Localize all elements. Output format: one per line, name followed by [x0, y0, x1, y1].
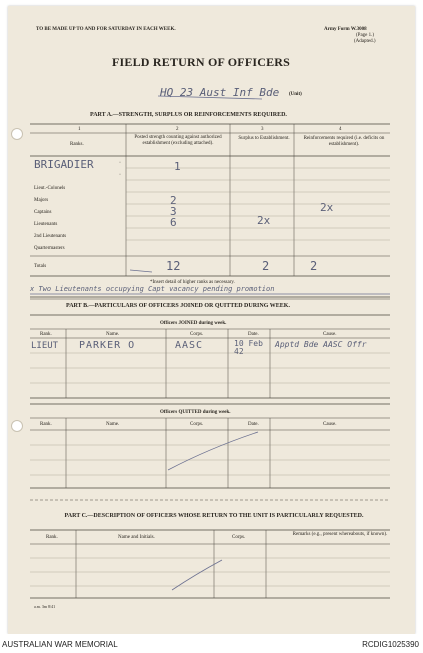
rank-label: 2nd Lieutenants: [34, 234, 67, 239]
page-title: FIELD RETURN OF OFFICERS: [112, 55, 291, 69]
joined-cause: Apptd Bde AASC Offr: [275, 340, 367, 349]
col-header-rank: Rank.: [46, 535, 58, 540]
joined-date: 10 Feb 42: [234, 339, 263, 356]
printer-note: a.m. 3m 8/41: [34, 604, 56, 609]
col-header-date: Date.: [248, 332, 259, 337]
unit-label: (Unit): [289, 92, 302, 97]
col-number: 1: [78, 127, 81, 132]
archive-id: RCDIG1025390: [362, 640, 419, 649]
col-header-corps: Corps.: [190, 422, 204, 427]
posted-value: 3: [170, 205, 177, 218]
col-header-cause: Cause.: [323, 422, 337, 427]
joined-title: Officers JOINED during week.: [160, 321, 227, 326]
form-page: (Page 1.): [356, 33, 375, 38]
totals-posted: 12: [166, 259, 181, 273]
rank-label: Lieutenants: [34, 222, 58, 227]
col-header-name: Name.: [106, 422, 120, 427]
archive-name: AUSTRALIAN WAR MEMORIAL: [2, 640, 118, 649]
rank-handwritten: BRIGADIER: [34, 158, 94, 171]
footnote: *Insert detail of higher ranks as necessary.: [150, 280, 235, 285]
col-header-rank: Rank.: [40, 332, 52, 337]
col-header-corps: Corps.: [190, 332, 204, 337]
col-header-remarks: Remarks (e.g., present whereabouts, if known).: [292, 532, 388, 537]
part-c-title: PART C.—DESCRIPTION OF OFFICERS WHOSE RETURN TO THE UNIT IS PARTICULARLY REQUESTED.: [64, 513, 364, 519]
rank-label: Quartermasters: [34, 246, 65, 251]
form-adapted: (Adapted.): [354, 39, 376, 44]
totals-label: Totals: [34, 264, 47, 269]
totals-reinforcements: 2: [310, 259, 318, 273]
col-header-reinforcements: Reinforcements required (i.e. deficits on establishment).: [303, 136, 385, 147]
rank-label: Lieut.-Colonels: [34, 186, 66, 191]
part-a-title: PART A.—STRENGTH, SURPLUS OR REINFORCEMENTS REQUIRED.: [90, 112, 287, 118]
rank-label: Captains: [34, 210, 52, 215]
col-header-ranks: Ranks.: [70, 142, 84, 147]
joined-rank: LIEUT: [31, 341, 59, 351]
posted-value: 2: [170, 194, 177, 207]
part-b-title: PART B.—PARTICULARS OF OFFICERS JOINED OR QUITTED DURING WEEK.: [66, 303, 290, 309]
row-dot: ·: [119, 160, 121, 166]
posted-value: 1: [174, 160, 181, 173]
reinforcement-value: 2x: [320, 201, 334, 214]
form-number: Army Form W.3008: [324, 27, 367, 32]
archive-footer: [0, 634, 423, 653]
row-dot: ·: [119, 172, 121, 178]
totals-surplus: 2: [262, 259, 270, 273]
handwritten-note: x Two Lieutenants occupying Capt vacancy pending promotion: [30, 285, 275, 293]
col-number: 4: [339, 127, 342, 132]
posted-value: 6: [170, 216, 177, 229]
col-number: 3: [261, 127, 264, 132]
rank-label: Majors: [34, 198, 49, 203]
col-header-surplus: Surplus to Establishment.: [238, 136, 290, 141]
col-header-rank: Rank.: [40, 422, 52, 427]
form-instruction: TO BE MADE UP TO AND FOR SATURDAY IN EACH WEEK.: [36, 27, 176, 32]
col-header-name: Name.: [106, 332, 120, 337]
unit-handwritten: HQ 23 Aust Inf Bde: [160, 86, 280, 99]
joined-name: PARKER O: [79, 340, 136, 351]
col-header-date: Date.: [248, 422, 259, 427]
quitted-title: Officers QUITTED during week.: [160, 410, 231, 415]
joined-corps: AASC: [175, 340, 204, 351]
col-header-cause: Cause.: [323, 332, 337, 337]
col-number: 2: [176, 127, 179, 132]
col-header-name-initials: Name and Initials.: [118, 535, 155, 540]
col-header-posted: Posted strength counting against authorized establishment (excluding attached).: [134, 135, 222, 146]
col-header-corps: Corps.: [232, 535, 246, 540]
surplus-value: 2x: [257, 214, 271, 227]
